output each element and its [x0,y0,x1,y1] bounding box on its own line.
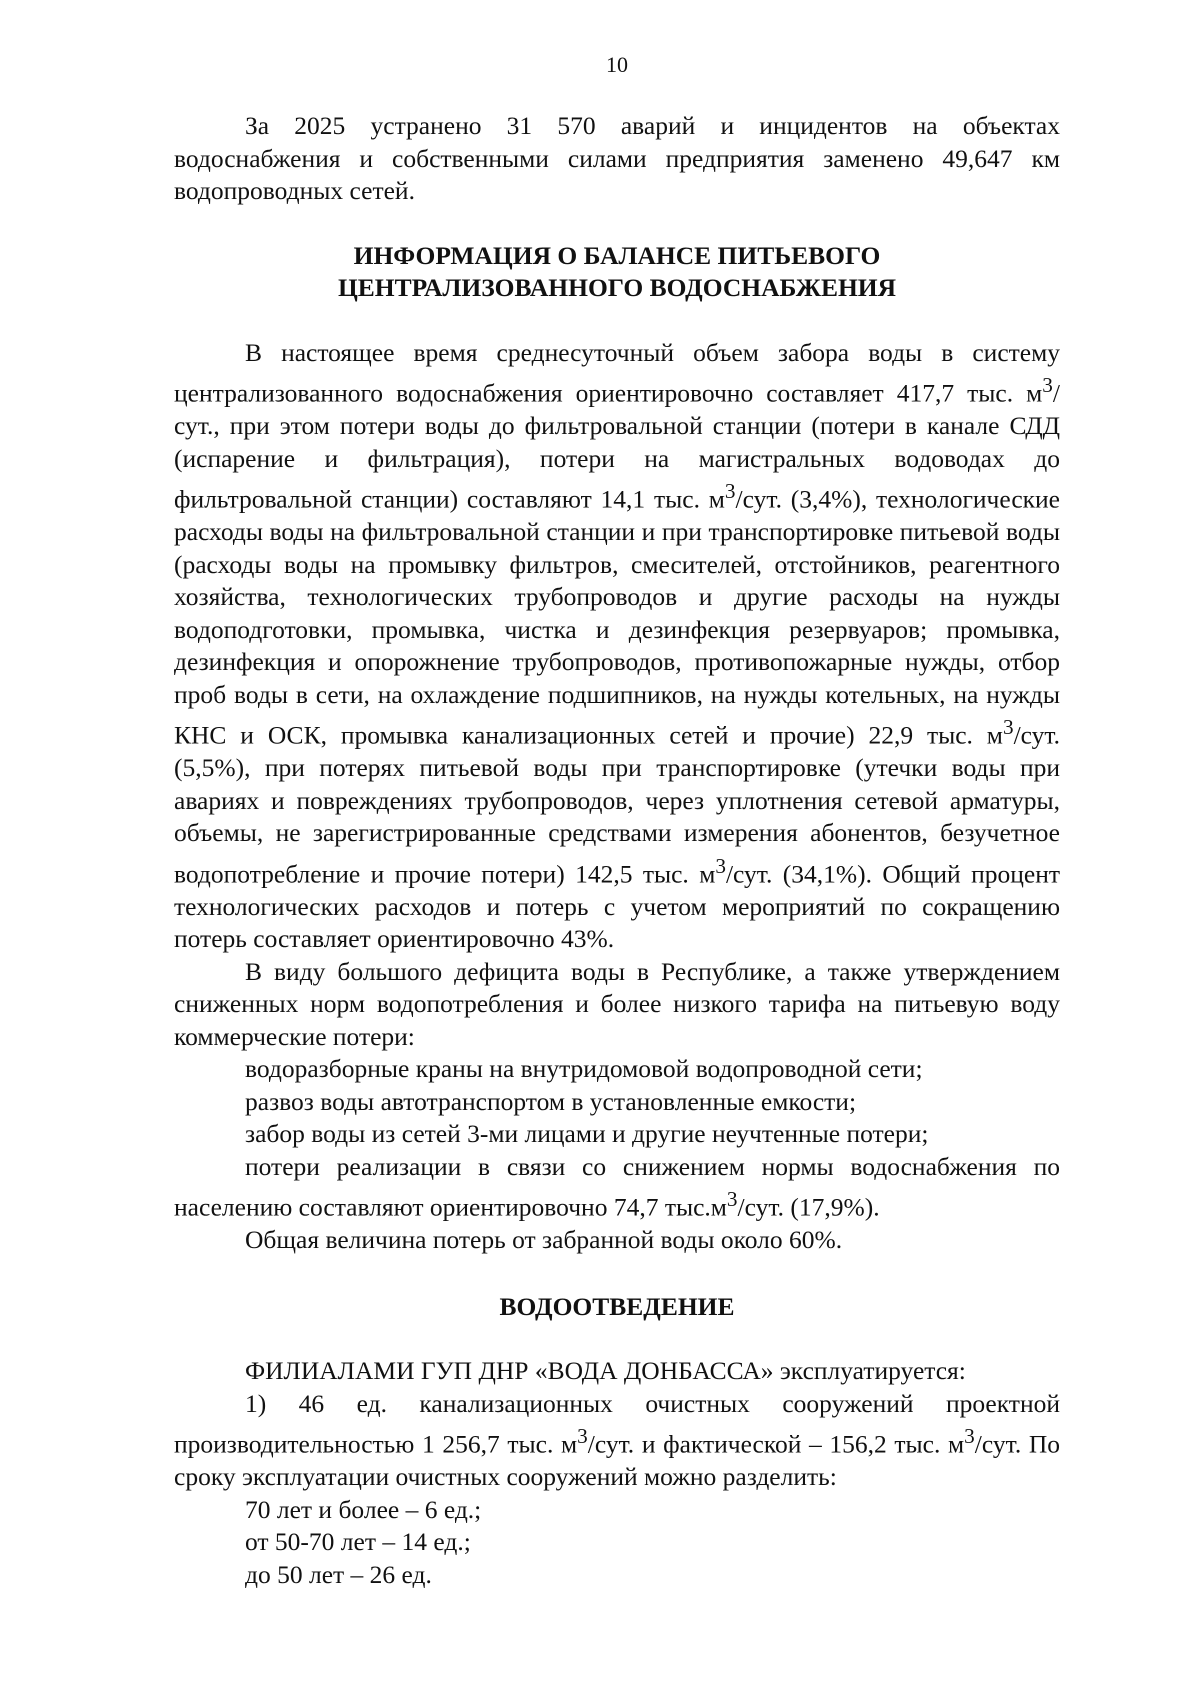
balance-paragraph-2: В виду большого дефицита воды в Республике, а также утверждением сниженных норм водопотребления и более низкого тарифа на питьевую воду коммерческие потери: [174,956,1060,1051]
superscript: 3 [715,853,726,878]
text-run: потери реализации в связи со снижением нормы водоснабжения по населению составляют ориентировочно 74,7 тыс.м [174,1151,1060,1222]
text-run: /сут. (5,5%), при потерях питьевой воды при транспортировке (утечки воды при авариях и повреждениях трубопроводов, через уплотнения сетевой арматуры, объемы, не зарегистрированные средствами измерения абонентов, безучетное водопотребление и прочие потери) 142,5 тыс. м [174,720,1060,888]
balance-paragraph-3 [174,1151,1060,1225]
drainage-section-title: ВОДООТВЕДЕНИЕ [499,1291,735,1321]
drainage-paragraph-1: ФИЛИАЛАМИ ГУП ДНР «ВОДА ДОНБАССА» эксплуатируется: [245,1356,966,1385]
text-run: /сут. (3,4%), технологические расходы воды на фильтровальной станции и при транспортировке питьевой воды (расходы воды на промывку фильтров, смесителей, отстойников, реагентного хозяйства, технологических трубопроводов и другие расходы на нужды водоподготовки, промывка, чистка и дезинфекция резервуаров; промывка, дезинфекция и опорожнение трубопроводов, противопожарные нужды, отбор проб воды в сети, на охлаждение подшипников, на нужды котельных, на нужды КНС и ОСК, промывка канализационных сетей и прочие) 22,9 тыс. м [174,484,1061,750]
superscript: 3 [1002,715,1014,739]
superscript: 3 [726,1187,738,1211]
balance-title-line1: ИНФОРМАЦИЯ О БАЛАНСЕ ПИТЬЕВОГО [353,240,881,270]
balance-paragraph-1 [174,337,1060,956]
superscript: 3 [724,479,736,503]
text-run: /сут. (17,9%). [737,1192,880,1222]
list-item: водоразборные краны на внутридомовой водопроводной сети; [245,1054,923,1083]
list-item: забор воды из сетей 3-ми лицами и другие неучтенные потери; [245,1119,929,1148]
text-run: /сут., при этом потери воды до фильтровальной станции (потери в канале СДД (испарение и фильтрация), потери на магистральных водоводах до фильтровальной станции) составляют 14,1 тыс. м [174,378,1060,514]
text-run: /сут. По сроку эксплуатации очистных сооружений можно разделить: [174,1429,1060,1491]
list-item: от 50-70 лет – 14 ед.; [245,1527,471,1556]
balance-section-title [174,240,1060,305]
list-item: 70 лет и более – 6 ед.; [245,1494,482,1524]
page-number: 10 [606,52,628,77]
text-run: 1) 46 ед. канализационных очистных сооружений проектной производительностью 1 256,7 тыс. м [174,1388,1060,1459]
intro-paragraph: За 2025 устранено 31 570 аварий и инцидентов на объектах водоснабжения и собственными силами предприятия заменено 49,647 км водопроводных сетей. [174,111,1060,205]
list-item: до 50 лет – 26 ед. [245,1559,432,1589]
text-run: /сут. (34,1%). Общий процент технологических расходов и потерь с учетом мероприятий по сокращению потерь составляет ориентировочно 43%. [174,859,1060,953]
superscript: 3 [577,1424,588,1448]
superscript: 3 [964,1424,975,1448]
text-run: /сут. и фактической – 156,2 тыс. м [587,1429,965,1459]
drainage-paragraph-2 [174,1388,1060,1494]
list-item: развоз воды автотранспортом в установленные емкости; [245,1086,857,1116]
balance-paragraph-4: Общая величина потерь от забранной воды около 60%. [245,1225,843,1254]
balance-title-line2: ЦЕНТРАЛИЗОВАННОГО ВОДОСНАБЖЕНИЯ [337,273,897,302]
text-run: В настоящее время среднесуточный объем забора воды в систему централизованного водоснабжения ориентировочно составляет 417,7 тыс. м [174,337,1060,408]
superscript: 3 [1042,373,1053,397]
